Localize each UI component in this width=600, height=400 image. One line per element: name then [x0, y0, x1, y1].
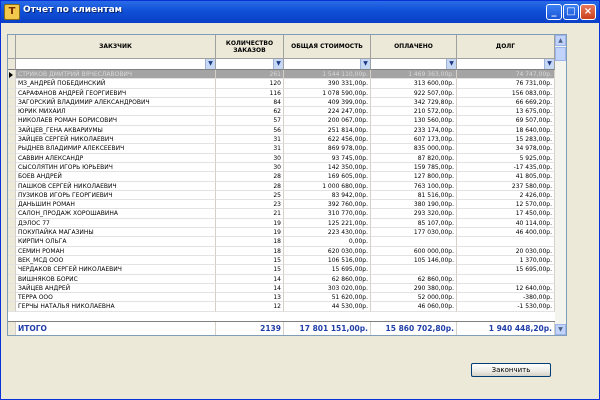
cell-debt: -380,00р.	[457, 293, 555, 302]
cell-debt: 20 030,00р.	[457, 247, 555, 256]
cell-orders: 13	[216, 293, 284, 302]
cell-debt: 76 731,00р.	[457, 79, 555, 88]
cell-customer: САЛОН_ПРОДАЖ ХОРОШАВИНА	[16, 209, 216, 218]
cell-paid: 52 000,00р.	[371, 293, 457, 302]
row-indicator	[8, 163, 16, 172]
cell-total: 200 067,00р.	[284, 116, 371, 125]
row-pointer-icon	[9, 72, 13, 78]
cell-debt: 2 426,00р.	[457, 191, 555, 200]
cell-orders: 57	[216, 116, 284, 125]
table-row[interactable]	[8, 135, 555, 144]
totals-paid: 15 860 702,80р.	[371, 322, 457, 336]
table-row[interactable]	[8, 154, 555, 163]
cell-total: 106 516,00р.	[284, 256, 371, 265]
cell-total: 1 078 590,00р.	[284, 89, 371, 98]
row-indicator	[8, 219, 16, 228]
column-header-debt[interactable]: ДОЛГ	[457, 35, 555, 59]
table-row[interactable]	[8, 89, 555, 98]
cell-total: 62 860,00р.	[284, 275, 371, 284]
cell-total: 51 620,00р.	[284, 293, 371, 302]
cell-customer: РЫДНЕВ ВЛАДИМИР АЛЕКСЕЕВИЧ	[16, 144, 216, 153]
cell-total: 93 745,00р.	[284, 154, 371, 163]
cell-paid: 342 729,80р.	[371, 98, 457, 107]
cell-debt: 15 283,00р.	[457, 135, 555, 144]
table-row[interactable]	[8, 284, 555, 293]
cell-total: 44 530,00р.	[284, 302, 371, 311]
cell-orders: 18	[216, 237, 284, 246]
table-row[interactable]	[8, 209, 555, 218]
cell-paid: 607 173,00р.	[371, 135, 457, 144]
filter-paid[interactable]	[371, 59, 457, 70]
cell-total: 310 770,00р.	[284, 209, 371, 218]
row-indicator	[8, 98, 16, 107]
cell-debt: 40 114,00р.	[457, 219, 555, 228]
window-title: Отчет по клиентам	[23, 5, 123, 15]
cell-customer: ЗАГОРСКИЙ ВЛАДИМИР АЛЕКСАНДРОВИЧ	[16, 98, 216, 107]
grid-filter-row	[8, 59, 555, 70]
row-indicator	[8, 237, 16, 246]
cell-orders: 14	[216, 275, 284, 284]
filter-debt[interactable]	[457, 59, 555, 70]
cell-orders: 31	[216, 135, 284, 144]
cell-debt: -1 530,00р.	[457, 302, 555, 311]
minimize-button[interactable]: _	[546, 4, 562, 20]
totals-total: 17 801 151,00р.	[284, 322, 371, 336]
cell-debt: 237 580,00р.	[457, 182, 555, 191]
row-indicator	[8, 116, 16, 125]
cell-paid	[371, 237, 457, 246]
cell-total: 622 456,00р.	[284, 135, 371, 144]
cell-paid: 85 107,00р.	[371, 219, 457, 228]
table-row[interactable]	[8, 144, 555, 153]
cell-customer: ПУЗИКОВ ИГОРЬ ГЕОРГИЕВИЧ	[16, 191, 216, 200]
cell-paid: 159 785,00р.	[371, 163, 457, 172]
cell-debt: 34 978,00р.	[457, 144, 555, 153]
column-header-orders[interactable]: КОЛИЧЕСТВО ЗАКАЗОВ	[216, 35, 284, 59]
table-row[interactable]	[8, 293, 555, 302]
cell-customer: ГЕРЧЫ НАТАЛЬЯ НИКОЛАЕВНА	[16, 302, 216, 311]
cell-total: 409 399,00р.	[284, 98, 371, 107]
cell-orders: 25	[216, 191, 284, 200]
cell-paid: 600 000,00р.	[371, 247, 457, 256]
table-row[interactable]	[8, 98, 555, 107]
chevron-down-icon[interactable]: ▼	[446, 59, 456, 69]
row-indicator	[8, 135, 16, 144]
cell-customer: САВВИН АЛЕКСАНДР	[16, 154, 216, 163]
cell-paid: 62 860,00р.	[371, 275, 457, 284]
cell-customer: САРАФАНОВ АНДРЕЙ ГЕОРГИЕВИЧ	[16, 89, 216, 98]
filter-orders[interactable]	[216, 59, 284, 70]
cell-customer: ВИШНЯКОВ БОРИС	[16, 275, 216, 284]
cell-paid: 293 320,00р.	[371, 209, 457, 218]
title-bar[interactable]	[1, 1, 599, 23]
cell-orders: 15	[216, 265, 284, 274]
cell-orders: 23	[216, 200, 284, 209]
cell-debt: 12 640,00р.	[457, 284, 555, 293]
cell-paid: 105 146,00р.	[371, 256, 457, 265]
finish-button[interactable]: Закончить	[471, 363, 551, 377]
cell-paid: 763 100,00р.	[371, 182, 457, 191]
table-row[interactable]	[8, 275, 555, 284]
table-row[interactable]	[8, 70, 555, 79]
cell-paid: 380 190,00р.	[371, 200, 457, 209]
cell-debt	[457, 237, 555, 246]
cell-orders: 19	[216, 219, 284, 228]
cell-debt: 156 083,00р.	[457, 89, 555, 98]
maximize-button[interactable]: □	[563, 4, 579, 20]
cell-orders: 56	[216, 126, 284, 135]
cell-orders: 31	[216, 144, 284, 153]
table-row[interactable]	[8, 256, 555, 265]
cell-debt: 18 640,00р.	[457, 126, 555, 135]
cell-total: 15 695,00р.	[284, 265, 371, 274]
cell-paid: 81 516,00р.	[371, 191, 457, 200]
cell-orders: 84	[216, 98, 284, 107]
grid-body	[8, 70, 555, 320]
cell-total: 303 020,00р.	[284, 284, 371, 293]
cell-debt: 66 669,20р.	[457, 98, 555, 107]
cell-total: 1 544 110,00р.	[284, 70, 371, 79]
cell-customer: ТЕРРА ООО	[16, 293, 216, 302]
scroll-down-icon[interactable]: ▼	[555, 324, 566, 335]
totals-debt: 1 940 448,20р.	[457, 322, 555, 336]
cell-total: 224 247,00р.	[284, 107, 371, 116]
cell-total: 125 221,00р.	[284, 219, 371, 228]
cell-orders: 28	[216, 182, 284, 191]
cell-customer: ЧЕРДАКОВ СЕРГЕЙ НИКОЛАЕВИЧ	[16, 265, 216, 274]
cell-total: 0,00р.	[284, 237, 371, 246]
cell-customer: ПАШКОВ СЕРГЕЙ НИКОЛАЕВИЧ	[16, 182, 216, 191]
row-indicator	[8, 172, 16, 181]
cell-customer: КИРПИЧ ОЛЬГА	[16, 237, 216, 246]
table-row[interactable]	[8, 126, 555, 135]
row-indicator	[8, 228, 16, 237]
table-row[interactable]	[8, 107, 555, 116]
cell-orders: 120	[216, 79, 284, 88]
cell-customer: ДАНЬШИН РОМАН	[16, 200, 216, 209]
cell-paid: 130 560,00р.	[371, 116, 457, 125]
cell-customer: МЗ_АНДРЕЙ ПОБЕДИНСКИЙ	[16, 79, 216, 88]
cell-debt: 41 805,00р.	[457, 172, 555, 181]
grid-totals-row	[8, 321, 555, 336]
cell-orders: 12	[216, 302, 284, 311]
table-row[interactable]	[8, 302, 555, 311]
cell-orders: 261	[216, 70, 284, 79]
cell-orders: 21	[216, 209, 284, 218]
cell-debt: 12 570,00р.	[457, 200, 555, 209]
cell-paid	[371, 265, 457, 274]
chevron-down-icon[interactable]: ▼	[273, 59, 283, 69]
cell-paid: 210 572,00р.	[371, 107, 457, 116]
cell-paid: 233 174,00р.	[371, 126, 457, 135]
cell-debt: 13 675,00р.	[457, 107, 555, 116]
column-header-paid[interactable]: ОПЛАЧЕНО	[371, 35, 457, 59]
table-row[interactable]	[8, 265, 555, 274]
cell-total: 392 760,00р.	[284, 200, 371, 209]
table-row[interactable]	[8, 228, 555, 237]
cell-paid: 1 469 363,00р.	[371, 70, 457, 79]
row-indicator	[8, 154, 16, 163]
cell-debt: 5 925,00р.	[457, 154, 555, 163]
cell-debt: 15 695,00р.	[457, 265, 555, 274]
row-indicator	[8, 70, 16, 79]
table-row[interactable]	[8, 79, 555, 88]
filter-indicator	[8, 59, 16, 70]
cell-orders: 116	[216, 89, 284, 98]
cell-total: 251 814,00р.	[284, 126, 371, 135]
filter-customer[interactable]	[16, 59, 216, 70]
cell-total: 142 350,00р.	[284, 163, 371, 172]
chevron-down-icon[interactable]: ▼	[205, 59, 215, 69]
cell-paid: 127 800,00р.	[371, 172, 457, 181]
header-indicator	[8, 35, 16, 59]
cell-orders: 15	[216, 256, 284, 265]
vertical-scrollbar[interactable]	[555, 35, 566, 335]
cell-paid: 46 060,00р.	[371, 302, 457, 311]
cell-total: 620 030,00р.	[284, 247, 371, 256]
table-row[interactable]	[8, 247, 555, 256]
table-row[interactable]	[8, 116, 555, 125]
row-indicator	[8, 107, 16, 116]
cell-paid: 313 600,00р.	[371, 79, 457, 88]
cell-orders: 62	[216, 107, 284, 116]
cell-customer: ЗАЙЦЕВ СЕРГЕЙ НИКОЛАЕВИЧ	[16, 135, 216, 144]
row-indicator	[8, 209, 16, 218]
cell-debt: 69 507,00р.	[457, 116, 555, 125]
scroll-thumb[interactable]	[555, 47, 566, 61]
row-indicator	[8, 144, 16, 153]
cell-customer: ЗАЙЦЕВ АНДРЕЙ	[16, 284, 216, 293]
cell-customer: ПОКУПАЙКА МАГАЗИНЫ	[16, 228, 216, 237]
row-indicator	[8, 265, 16, 274]
cell-debt: 1 370,00р.	[457, 256, 555, 265]
cell-paid: 87 820,00р.	[371, 154, 457, 163]
row-indicator	[8, 302, 16, 311]
cell-debt: 17 450,00р.	[457, 209, 555, 218]
cell-total: 223 430,00р.	[284, 228, 371, 237]
row-indicator	[8, 293, 16, 302]
app-icon: T	[4, 4, 20, 20]
chevron-down-icon[interactable]: ▼	[360, 59, 370, 69]
cell-customer: СТРИКОВ ДМИТРИЙ ВЯЧЕСЛАВОВИЧ	[16, 70, 216, 79]
table-row[interactable]	[8, 182, 555, 191]
cell-total: 169 605,00р.	[284, 172, 371, 181]
cell-orders: 28	[216, 172, 284, 181]
cell-customer: СЕМИН РОМАН	[16, 247, 216, 256]
grid-header	[8, 35, 555, 59]
table-row[interactable]	[8, 200, 555, 209]
cell-total: 83 942,00р.	[284, 191, 371, 200]
row-indicator	[8, 89, 16, 98]
cell-customer: СЫСОЛЯТИН ИГОРЬ ЮРЬЕВИЧ	[16, 163, 216, 172]
cell-total: 869 978,00р.	[284, 144, 371, 153]
cell-paid: 835 000,00р.	[371, 144, 457, 153]
cell-orders: 30	[216, 163, 284, 172]
cell-debt	[457, 275, 555, 284]
cell-total: 1 000 680,00р.	[284, 182, 371, 191]
cell-customer: БОЕВ АНДРЕЙ	[16, 172, 216, 181]
totals-orders: 2139	[216, 322, 284, 336]
cell-orders: 14	[216, 284, 284, 293]
row-indicator	[8, 284, 16, 293]
table-row[interactable]	[8, 237, 555, 246]
close-window-button[interactable]: ×	[580, 4, 596, 20]
column-header-total[interactable]: ОБЩАЯ СТОИМОСТЬ	[284, 35, 371, 59]
cell-customer: НИКОЛАЕВ РОМАН БОРИСОВИЧ	[16, 116, 216, 125]
cell-customer: ЗАЙЦЕВ_ГЕНА АКВАРИУМЫ	[16, 126, 216, 135]
row-indicator	[8, 182, 16, 191]
row-indicator	[8, 191, 16, 200]
cell-total: 390 331,00р.	[284, 79, 371, 88]
table-row[interactable]	[8, 172, 555, 181]
cell-customer: ЮРИК МИХАИЛ	[16, 107, 216, 116]
row-indicator	[8, 200, 16, 209]
scroll-up-icon[interactable]: ▲	[555, 35, 566, 46]
row-indicator	[8, 79, 16, 88]
row-indicator	[8, 247, 16, 256]
chevron-down-icon[interactable]: ▼	[544, 59, 554, 69]
cell-customer: ДЭЛОС 77	[16, 219, 216, 228]
clients-grid	[7, 34, 567, 336]
table-row[interactable]	[8, 191, 555, 200]
cell-orders: 18	[216, 247, 284, 256]
cell-paid: 290 380,00р.	[371, 284, 457, 293]
cell-orders: 30	[216, 154, 284, 163]
cell-orders: 19	[216, 228, 284, 237]
cell-paid: 922 507,00р.	[371, 89, 457, 98]
totals-indicator	[8, 322, 16, 336]
row-indicator	[8, 256, 16, 265]
totals-label: ИТОГО	[16, 322, 216, 336]
row-indicator	[8, 126, 16, 135]
table-row[interactable]	[8, 219, 555, 228]
row-indicator	[8, 275, 16, 284]
table-row[interactable]	[8, 163, 555, 172]
cell-debt: 46 400,00р.	[457, 228, 555, 237]
filter-total[interactable]	[284, 59, 371, 70]
cell-debt: 74 747,00р.	[457, 70, 555, 79]
cell-paid: 177 030,00р.	[371, 228, 457, 237]
cell-debt: -17 435,00р.	[457, 163, 555, 172]
cell-customer: ВЕК_МСД ООО	[16, 256, 216, 265]
column-header-customer[interactable]: ЗАКЗЧИК	[16, 35, 216, 59]
